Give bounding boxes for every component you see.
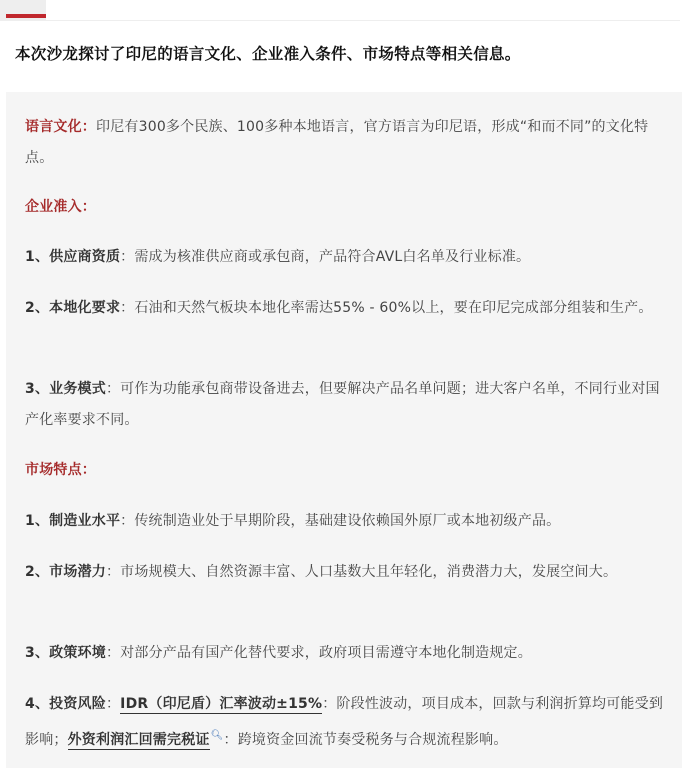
market-item-label: 2、市场潜力 (25, 564, 106, 580)
market-item-text: ：市场规模大、自然资源丰富、人口基数大且年轻化，消费潜力大，发展空间大。 (105, 564, 618, 580)
market-item (25, 638, 665, 669)
risk-label: 4、投资风险 (25, 696, 106, 712)
entry-item (25, 242, 665, 273)
risk-text-1: ：阶段性波动，项目成本，回款与利润折算均可能受到影响； (25, 696, 664, 748)
header-divider (0, 20, 680, 21)
risk-text-2: ：跨境资金回流节奏受税务与合规流程影响。 (223, 732, 508, 748)
entry-item-label: 3、业务模式 (25, 381, 106, 397)
header (0, 20, 680, 92)
language-text: 印尼有300多个民族、100多种本地语言，官方语言为印尼语，形成“和而不同”的文化特点。 (25, 119, 649, 166)
market-heading-label: 市场特点： (25, 462, 96, 478)
entry-item-text: ：需成为核准供应商或承包商，产品符合AVL白名单及行业标准。 (120, 249, 531, 265)
market-item-text: ：传统制造业处于早期阶段，基础建设依赖国外原厂或本地初级产品。 (120, 513, 561, 529)
entry-item-label: 2、本地化要求 (25, 300, 121, 316)
entry-item-text: ：可作为功能承包商带设备进去，但要解决产品名单问题；进大客户名单，不同行业对国产化率要求不同。 (25, 381, 660, 428)
entry-heading (25, 192, 665, 223)
entry-item-text: ：石油和天然气板块本地化率需达55% - 60%以上，要在印尼完成部分组装和生产。 (120, 300, 653, 316)
entry-heading-label: 企业准入： (25, 199, 96, 215)
search-icon[interactable]: 🔍︎ (210, 730, 224, 741)
top-tab (0, 0, 46, 20)
language-paragraph (25, 112, 665, 174)
market-item-label: 1、制造业水平 (25, 513, 121, 529)
entry-item (25, 293, 665, 324)
entry-item-label: 1、供应商资质 (25, 249, 121, 265)
market-heading (25, 455, 665, 486)
content-panel (6, 92, 682, 768)
headline: 本次沙龙探讨了印尼的语言文化、企业准入条件、市场特点等相关信息。 (15, 45, 521, 63)
language-label: 语言文化： (25, 119, 96, 135)
tab-accent-bar (6, 14, 46, 18)
market-item (25, 557, 665, 588)
market-risk-item (25, 689, 665, 756)
market-item (25, 506, 665, 537)
profit-repatriation-term-link[interactable]: 外资利润汇回需完税证 (67, 732, 210, 748)
market-item-label: 3、政策环境 (25, 645, 106, 661)
exchange-rate-term-link[interactable]: IDR（印尼盾）汇率波动±15% (120, 696, 323, 712)
entry-item (25, 374, 665, 436)
market-item-text: ：对部分产品有国产化替代要求，政府项目需遵守本地化制造规定。 (105, 645, 532, 661)
risk-separator: ： (105, 696, 121, 712)
